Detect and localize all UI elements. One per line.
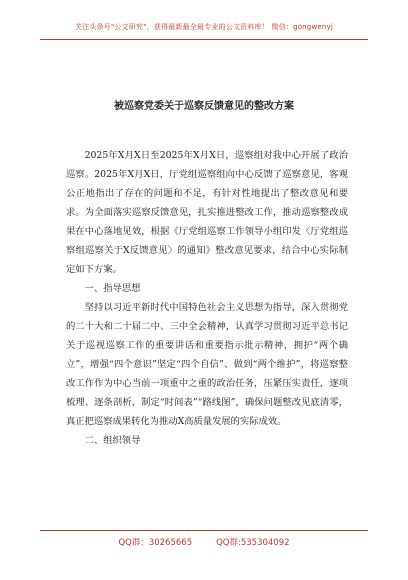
header-divider: [40, 39, 368, 40]
footer-note: [0, 536, 408, 548]
section-heading-guiding-thought: 一、指导思想: [84, 283, 141, 294]
section-heading-organization: 二、组织领导: [84, 435, 141, 446]
document-title: 被巡察党委关于巡察反馈意见的整改方案: [114, 101, 294, 112]
footer-divider: [40, 530, 368, 531]
paragraph-guiding-thought: 坚持以习近平新时代中国特色社会主义思想为指导，深入贯彻党的二十大和二十届二中、三中全会精神，认真学习贯彻习近平总书记关于巡视巡察工作的重要讲话和重要指示批示精神，拥护“两个确立”，增强“四个意识”坚定“四个自信”、做到“两个维护”，将巡察整改工作作为中心当前一项重中之重的政治任务，压紧压实责任，逐项梳理、逐条剖析，制定“时间表”“路线图”，确保问题整改见底清零，真正把巡察成果转化为推动X高质量发展的实际成效。: [66, 302, 348, 427]
header-note: 关注头条号"公文研究"，获得最新最全最专业的公文资料库！ 微信：gongwenyj: [74, 23, 334, 31]
paragraph-intro: 2025年X月X日至2025年X月X日，巡察组对我中心开展了政治巡察。2025年X月X日，厅党组巡察组向中心反馈了巡察意见，客观公正地指出了存在的问题和不足，有针对性地提出了整改意见和要求。为全面落实巡察反馈意见，扎实推进整改工作，推动巡察整改成果在中心落地见效，根据《厅党组巡察工作领导小组印发〈厅党组巡察组巡察关于X反馈意见〉的通知》整改意见要求，结合中心实际制定如下方案。: [66, 150, 348, 275]
document-body: [66, 146, 348, 450]
qq-group-1: QQ群：30265665: [118, 538, 193, 548]
qq-group-2: QQ群:535304092: [216, 538, 290, 548]
